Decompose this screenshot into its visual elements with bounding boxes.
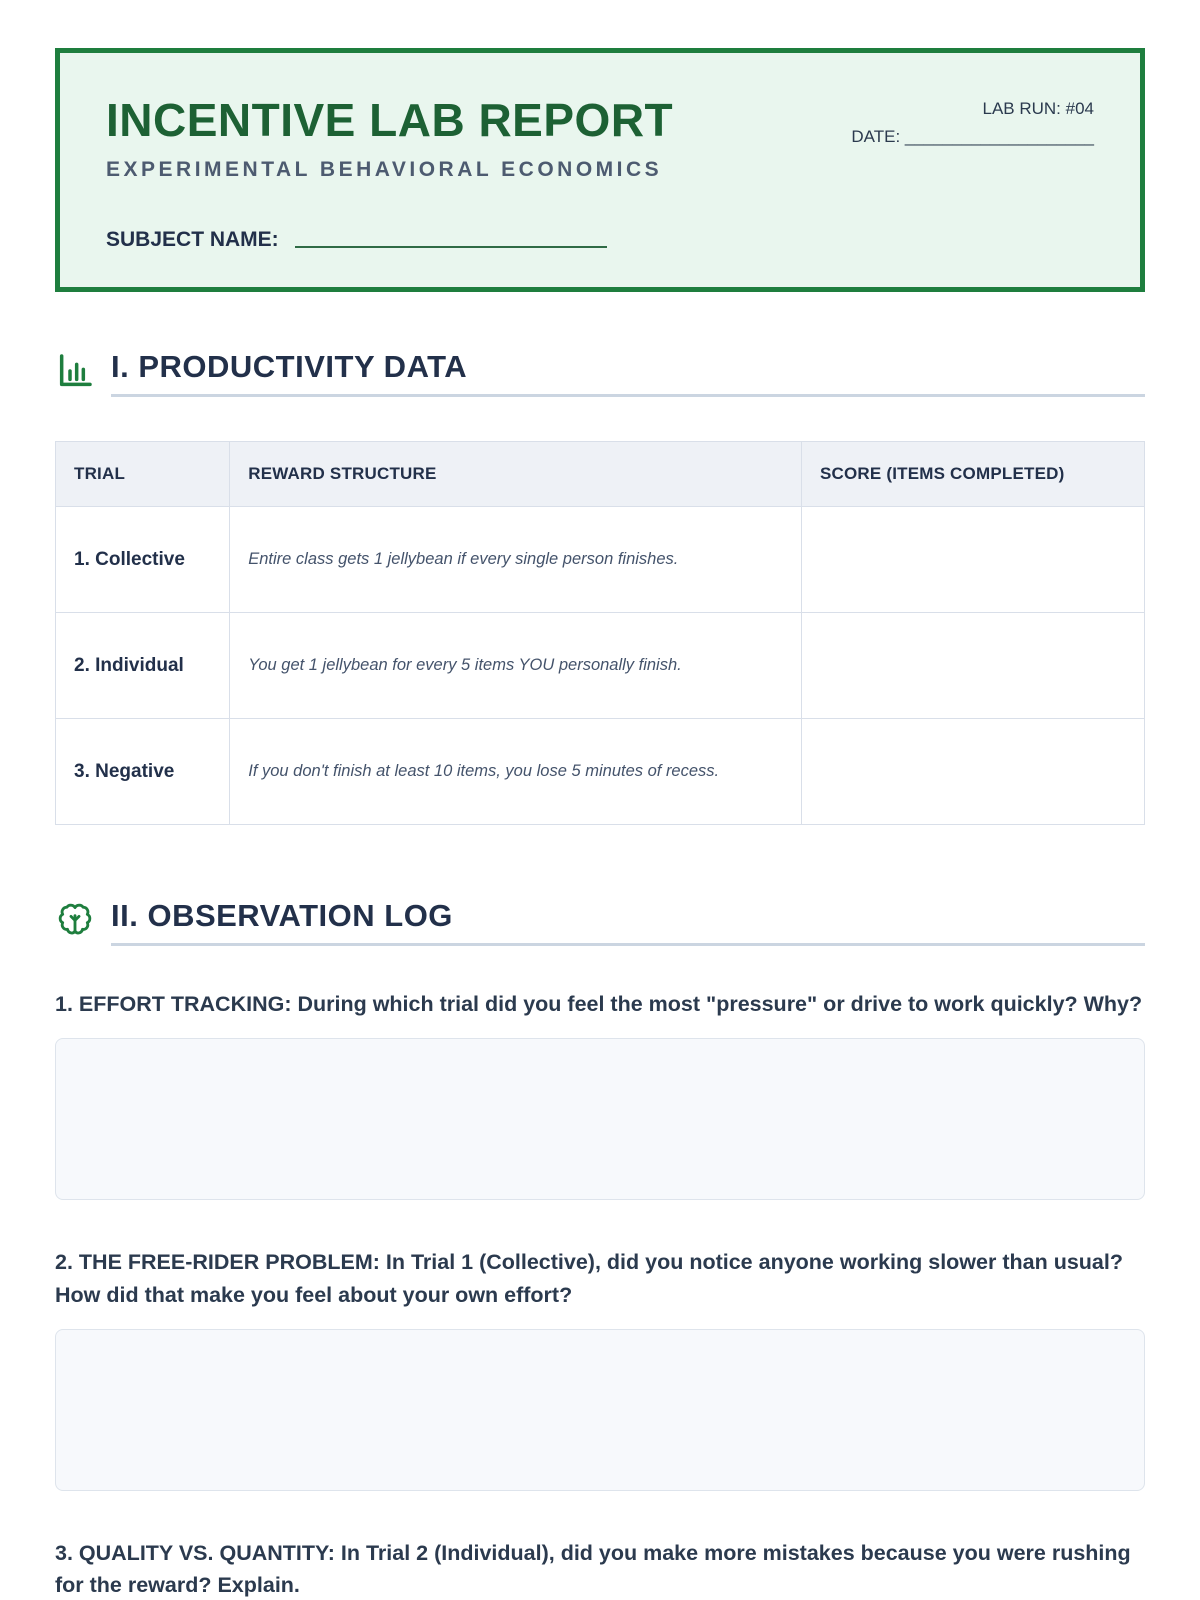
trial-3-reward: If you don't finish at least 10 items, you lose 5 minutes of recess.	[230, 719, 802, 825]
title-block	[106, 94, 674, 182]
table-header-row	[56, 442, 1145, 507]
question-3	[55, 1537, 1145, 1600]
section-productivity-data	[55, 350, 1145, 397]
table-row	[56, 507, 1145, 613]
bar-chart-icon	[55, 351, 95, 391]
question-3-label: 3. QUALITY VS. QUANTITY: In Trial 2 (Individual), did you make more mistakes because you were rushing for the reward? Explain.	[55, 1540, 1131, 1598]
trial-1-name: 1. Collective	[56, 507, 230, 613]
trial-1-reward: Entire class gets 1 jellybean if every single person finishes.	[230, 507, 802, 613]
trial-2-reward: You get 1 jellybean for every 5 items YOU personally finish.	[230, 613, 802, 719]
trial-2-name: 2. Individual	[56, 613, 230, 719]
subject-name-label: SUBJECT NAME:	[106, 228, 279, 251]
brain-icon	[55, 900, 95, 940]
report-header	[55, 48, 1145, 292]
question-2-label: 2. THE FREE-RIDER PROBLEM: In Trial 1 (Collective), did you notice anyone working slower than usual? How did that make you feel about your own effort?	[55, 1250, 1123, 1307]
col-header-trial: TRIAL	[56, 442, 230, 507]
table-row	[56, 613, 1145, 719]
table-row	[56, 719, 1145, 825]
header-meta	[851, 97, 1094, 147]
question-1-label: 1. EFFORT TRACKING: During which trial did you feel the most "pressure" or drive to work quickly? Why?	[55, 992, 1143, 1017]
section2-title: II. OBSERVATION LOG	[111, 898, 453, 934]
date-field[interactable]: DATE: ____________________	[851, 127, 1094, 146]
trial-3-name: 3. Negative	[56, 719, 230, 825]
page-subtitle: EXPERIMENTAL BEHAVIORAL ECONOMICS	[106, 158, 663, 181]
trial-3-score-cell[interactable]	[801, 719, 1144, 825]
page-title: INCENTIVE LAB REPORT	[106, 94, 674, 146]
trial-1-score-cell[interactable]	[801, 507, 1144, 613]
worksheet-page	[0, 48, 1200, 1600]
section-observation-log	[55, 899, 1145, 946]
col-header-score: SCORE (ITEMS COMPLETED)	[801, 442, 1144, 507]
productivity-table	[55, 441, 1145, 825]
question-2	[55, 1246, 1145, 1491]
trial-2-score-cell[interactable]	[801, 613, 1144, 719]
answer-textarea-1[interactable]	[55, 1038, 1145, 1200]
lab-run-label: LAB RUN: #04	[982, 99, 1094, 118]
section1-title: I. PRODUCTIVITY DATA	[111, 349, 468, 384]
question-1	[55, 988, 1145, 1200]
col-header-reward: REWARD STRUCTURE	[230, 442, 802, 507]
answer-textarea-2[interactable]	[55, 1329, 1145, 1491]
subject-name-field[interactable]	[295, 246, 607, 248]
